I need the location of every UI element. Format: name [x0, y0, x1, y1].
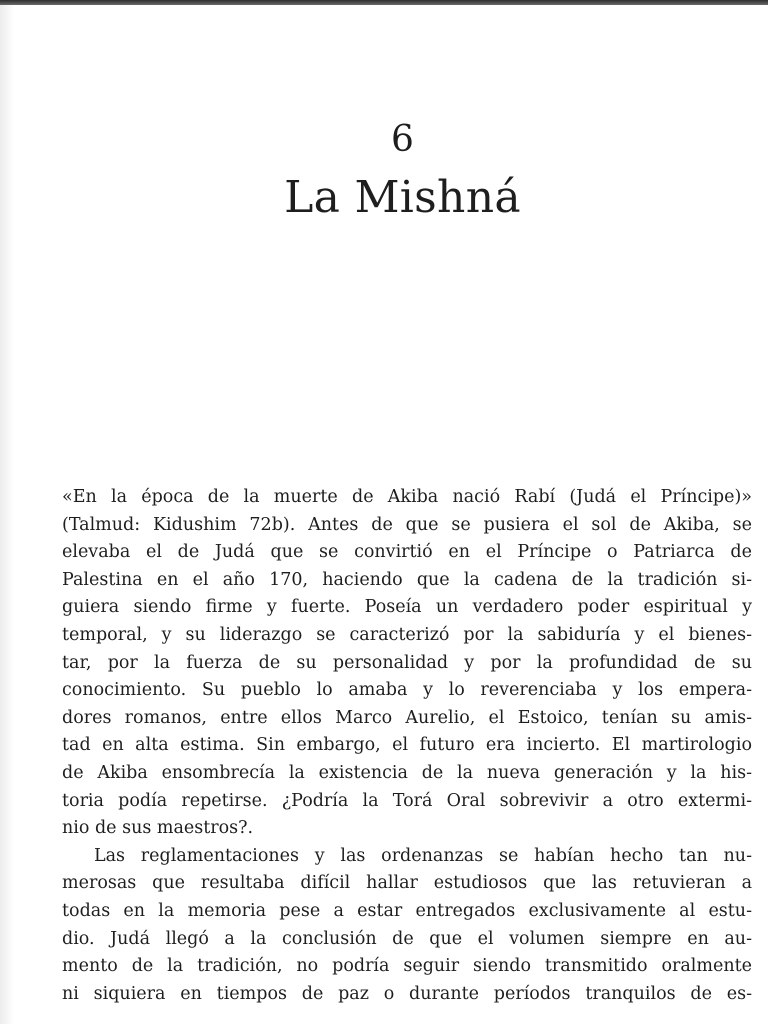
text-line: tad en alta estima. Sin embargo, el futuro era incierto. El martirologio	[62, 735, 752, 756]
text-line: conocimiento. Su pueblo lo amaba y lo reverenciaba y los empera-	[62, 680, 752, 701]
text-line: Palestina en el año 170, haciendo que la cadena de la tradición si-	[62, 569, 752, 590]
text-line: «En la época de la muerte de Akiba nació Rabí (Judá el Príncipe)»	[62, 487, 752, 507]
chapter-number: 6	[391, 119, 414, 160]
text-line: nio de sus maestros?.	[62, 818, 254, 839]
text-line: Las reglamentaciones y las ordenanzas se habían hecho tan nu-	[94, 845, 752, 866]
text-line: ni siquiera en tiempos de paz o durante períodos tranquilos de es-	[62, 983, 752, 1004]
text-line: temporal, y su liderazgo se caracterizó por la sabiduría y el bienes-	[62, 624, 752, 645]
text-line: tar, por la fuerza de su personalidad y por la profundidad de su	[62, 652, 752, 673]
text-line: dio. Judá llegó a la conclusión de que el volumen siempre en au-	[62, 928, 752, 949]
text-line: elevaba el de Judá que se convirtió en el Príncipe o Patriarca de	[62, 542, 752, 563]
text-line: todas en la memoria pese a estar entregados exclusivamente al estu-	[62, 900, 752, 921]
body-text	[62, 484, 752, 1008]
text-line: merosas que resultaba difícil hallar estudiosos que las retuvieran a	[62, 873, 752, 894]
text-line: toria podía repetirse. ¿Podría la Torá Oral sobrevivir a otro extermi-	[62, 790, 752, 811]
paragraph-1	[62, 484, 752, 843]
text-line: guiera siendo firme y fuerte. Poseía un verdadero poder espiritual y	[62, 597, 752, 618]
paragraph-2	[62, 843, 752, 1009]
text-line: de Akiba ensombrecía la existencia de la nueva generación y la his-	[62, 762, 752, 783]
text-line: mento de la tradición, no podría seguir siendo transmitido oralmente	[62, 956, 752, 977]
text-line: dores romanos, entre ellos Marco Aurelio, el Estoico, tenían su amis-	[62, 707, 752, 728]
chapter-title: La Mishná	[284, 172, 521, 223]
text-line: (Talmud: Kidushim 72b). Antes de que se pusiera el sol de Akiba, se	[62, 514, 752, 535]
